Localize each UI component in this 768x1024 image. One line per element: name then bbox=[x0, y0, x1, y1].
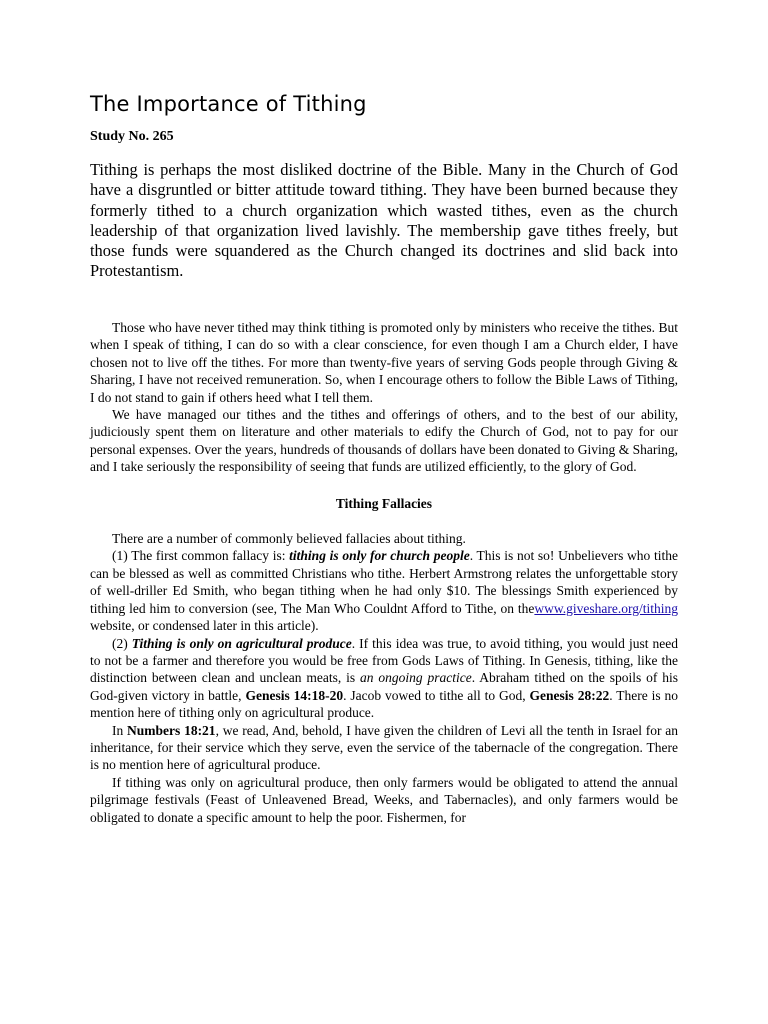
text-run: . There is no mention here of tithing only on agricultural produce. bbox=[90, 687, 679, 721]
text-run: In bbox=[112, 722, 128, 738]
scripture-ref-genesis-28: Genesis 28:22 bbox=[529, 687, 610, 703]
paragraph-ministers: Those who have never tithed may think tithing is promoted only by ministers who receive the tithes. But when I speak of tithing, I can do so with a clear conscience, for even though I am a Church elder, I have chosen not to live off the tithes. For more than twenty-five years of serving Gods people through Giving & Sharing, I have not received remuneration. So, when I encourage others to follow the Bible Laws of Tithing, I do not stand to gain if others heed what I tell them. bbox=[90, 320, 678, 405]
section-heading-tithing-fallacies: Tithing Fallacies bbox=[335, 495, 433, 511]
paragraph-numbers bbox=[90, 722, 678, 774]
text-run: (1) The first common fallacy is: bbox=[112, 548, 290, 564]
text-run: . If this idea was true, to avoid tithing, you would just need to not be a farmer and therefore you would be free from Gods Laws of Tithing. In Genesis, tithing, like the distinction between clean and unclean meats, is bbox=[90, 635, 678, 686]
emphasis-ongoing-practice: an ongoing practice bbox=[359, 670, 472, 686]
text-run: website, or condensed later in this article). bbox=[90, 618, 319, 634]
text-run: . This is not so! Unbelievers who tithe can be blessed as well as committed Christians who tithe. Herbert Armstrong relates the unforgettable story of well-driller Ed Smith, who began tithing when he had only $10. The blessings Smith experienced by tithing led him to conversion (see, The Man Who Couldnt Afford to Tithe, on the bbox=[90, 548, 678, 616]
text-run: . Abraham tithed on the spoils of his God-given victory in battle, bbox=[90, 670, 678, 703]
text-run: . Jacob vowed to tithe all to God, bbox=[343, 687, 530, 703]
intro-paragraph: Tithing is perhaps the most disliked doctrine of the Bible. Many in the Church of God have a disgruntled or bitter attitude toward tithing. They have been burned because they formerly tithed to a church organization which wasted tithes, even as the church leadership of that organization lived lavishly. The membership gave tithes freely, but those funds were squandered as the Church changed its doctrines and slid back into Protestantism. bbox=[90, 160, 678, 281]
scripture-ref-numbers-18: Numbers 18:21 bbox=[127, 722, 216, 738]
paragraph-managed-tithes: We have managed our tithes and the tithes and offerings of others, and to the best of our ability, judiciously spent them on literature and other materials to edify the Church of God, not to pay for our personal expenses. Over the years, hundreds of thousands of dollars have been donated to Giving & Sharing, and I take seriously the responsibility of seeing that funds are utilized efficiently, to the glory of God. bbox=[90, 407, 678, 475]
paragraph-fallacies-intro: There are a number of commonly believed fallacies about tithing. bbox=[112, 531, 466, 547]
paragraph-fallacy-2 bbox=[90, 635, 678, 722]
body-text bbox=[90, 319, 678, 826]
scripture-ref-genesis-14: Genesis 14:18-20 bbox=[245, 687, 344, 703]
page-title: The Importance of Tithing bbox=[90, 92, 367, 116]
giveshare-tithing-link[interactable]: www.giveshare.org/tithing bbox=[534, 600, 678, 616]
paragraph-agricultural: If tithing was only on agricultural produce, then only farmers would be obligated to attend the annual pilgrimage festivals (Feast of Unleavened Bread, Weeks, and Tabernacles), and only farmers would be obligated to donate a specific amount to help the poor. Fishermen, for bbox=[90, 774, 678, 825]
study-number: Study No. 265 bbox=[90, 129, 174, 144]
fallacy-1-statement: tithing is only for church people bbox=[289, 548, 470, 564]
paragraph-fallacy-1 bbox=[90, 547, 678, 634]
fallacy-2-statement: Tithing is only on agricultural produce bbox=[131, 635, 352, 651]
text-run: (2) bbox=[112, 635, 132, 651]
text-run: , we read, And, behold, I have given the children of Levi all the tenth in Israel for an inheritance, for their service which they serve, even the service of the tabernacle of the congregation. There is no mention here of agricultural produce. bbox=[90, 722, 678, 773]
